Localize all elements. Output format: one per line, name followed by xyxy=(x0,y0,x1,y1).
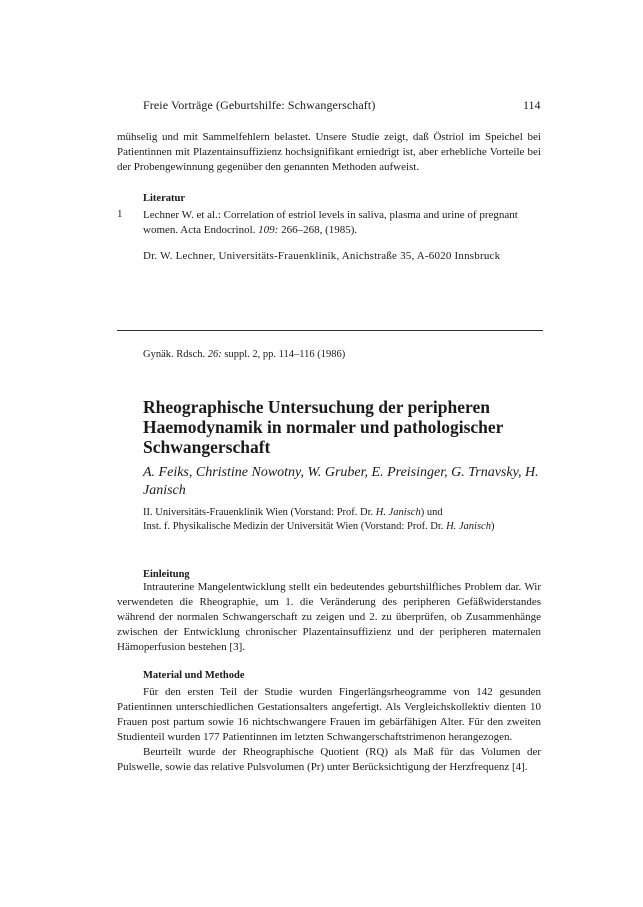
literature-heading: Literatur xyxy=(143,193,185,204)
journal-citation xyxy=(143,349,345,360)
author-affiliations xyxy=(143,506,553,534)
section-body-einleitung xyxy=(117,580,541,655)
section-body-material-methode xyxy=(117,685,541,775)
citation-prefix: Gynäk. Rdsch. xyxy=(143,349,208,360)
article-divider xyxy=(117,330,543,331)
citation-suffix: suppl. 2, pp. 114–116 (1986) xyxy=(221,349,346,360)
author-address: Dr. W. Lechner, Universitäts-Frauenklinik, Anichstraße 35, A-6020 Innsbruck xyxy=(143,250,501,262)
paragraph: Beurteilt wurde der Rheographische Quotient (RQ) als Maß für das Volumen der Pulswelle, sowie das relative Pulsvolumen (Pr) unter Berücksichtigung der Herzfrequenz [4]. xyxy=(117,746,541,773)
page-number: 114 xyxy=(523,98,541,112)
previous-article-closing-paragraph: mühselig und mit Sammelfehlern belastet. Unsere Studie zeigt, daß Östriol im Speichel bei Patientinnen mit Plazentainsuffizienz hochsignifikant erniedrigt ist, aber erhebliche Vorteile bei der Probengewinnung gegenüber den genannten Methoden aufweist. xyxy=(117,131,541,173)
affiliation-1: II. Universitäts-Frauenklinik Wien (Vorstand: Prof. Dr. H. Janisch) und xyxy=(143,507,443,518)
section-heading-material-methode: Material und Methode xyxy=(143,670,245,681)
running-header: Freie Vorträge (Geburtshilfe: Schwangerschaft) xyxy=(143,98,376,112)
reference-number: 1 xyxy=(117,208,123,220)
reference-authors-title: Lechner W. et al.: Correlation of estriol levels in saliva, plasma and urine of pregnant women. Acta Endocrinol. xyxy=(143,209,518,236)
article-title: Rheographische Untersuchung der peripheren Haemodynamik in normaler und pathologischer Schwangerschaft xyxy=(143,397,504,457)
reference-entry xyxy=(143,208,543,238)
citation-volume: 26: xyxy=(207,349,222,360)
paragraph: Für den ersten Teil der Studie wurden Fingerlängsrheogramme von 142 gesunden Patientinnen unterschiedlichen Gestationsalters angefertigt. Als Vergleichskollektiv dienten 10 Frauen post partum sowie 16 nichtschwangere Frauen im gebärfähigen Alter. Für den zweiten Studienteil wurden 177 Patientinnen im letzten Schwangerschaftstrimenon herangezogen. xyxy=(117,686,541,743)
reference-pages: 266–268, (1985). xyxy=(278,224,358,236)
affiliation-2: Inst. f. Physikalische Medizin der Universität Wien (Vorstand: Prof. Dr. H. Janisch) xyxy=(143,521,495,532)
reference-volume: 109: xyxy=(258,224,279,236)
paragraph: Intrauterine Mangelentwicklung stellt ein bedeutendes geburtshilfliches Problem dar. Wir verwendeten die Rheographie, um 1. die Veränderung des peripheren Gefäßwiderstandes während der normalen Schwangerschaft zu zeigen und 2. zu überprüfen, ob Zusammenhänge zwischen der Entwicklung chronischer Plazentainsuffizienz und der peripheren maternalen Hämoperfusion bestehen [3]. xyxy=(117,581,541,653)
section-heading-einleitung: Einleitung xyxy=(143,569,190,580)
article-authors: A. Feiks, Christine Nowotny, W. Gruber, E. Preisinger, G. Trnavsky, H. Janisch xyxy=(143,465,539,498)
